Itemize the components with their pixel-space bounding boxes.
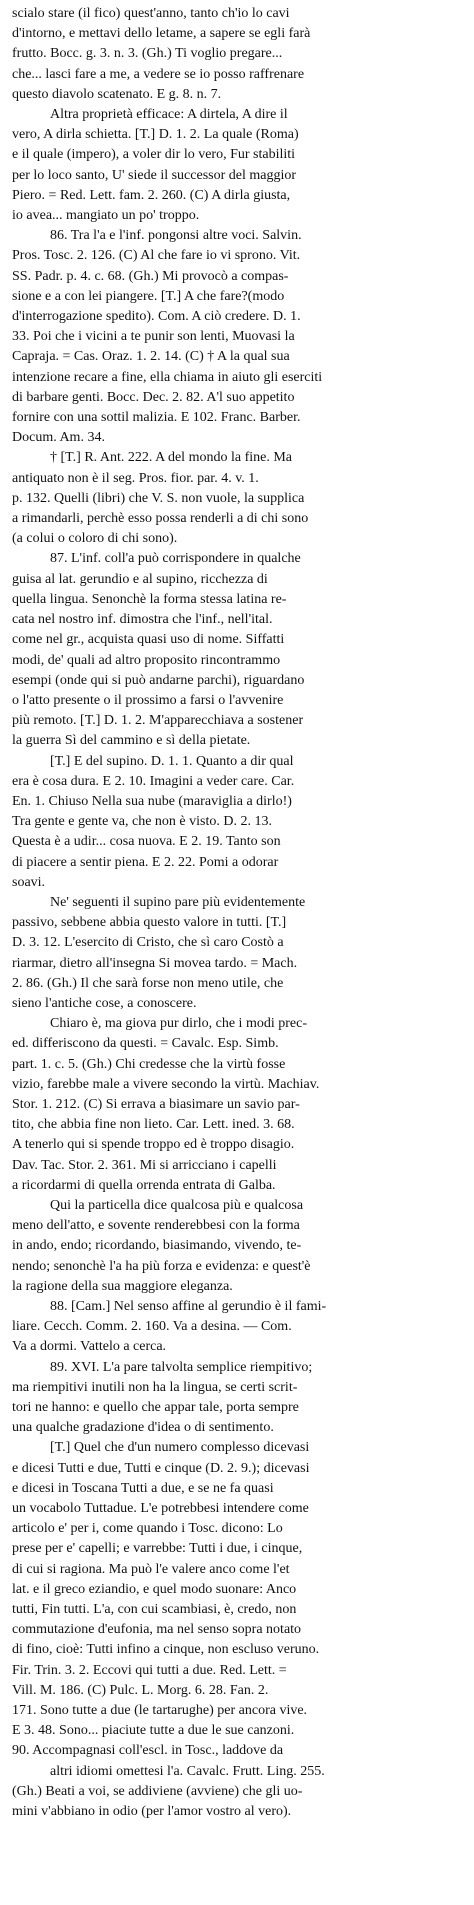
text-line: meno dell'atto, e sovente renderebbesi con la forma bbox=[12, 1218, 300, 1234]
text-line: era è cosa dura. E 2. 10. Imagini a veder care. Car. bbox=[12, 773, 295, 789]
text-line: e il quale (impero), a voler dir lo vero, Fur stabiliti bbox=[12, 147, 296, 163]
text-line: passivo, sebbene abbia questo valore in tutti. [T.] bbox=[12, 915, 287, 931]
text-line: sione e a con lei piangere. [T.] A che fare?(modo bbox=[12, 288, 285, 304]
text-line: frutto. Bocc. g. 3. n. 3. (Gh.) Ti voglio pregare... bbox=[12, 46, 283, 62]
text-line: † [T.] R. Ant. 222. A del mondo la fine. Ma bbox=[50, 450, 292, 466]
text-line: [T.] E del supino. D. 1. 1. Quanto a dir qual bbox=[50, 753, 294, 769]
text-line: 87. L'inf. coll'a può corrispondere in qualche bbox=[50, 551, 301, 567]
text-line: Chiaro è, ma giova pur dirlo, che i modi prec- bbox=[50, 1016, 307, 1032]
text-line: modi, de' quali ad altro proposito rincontrammo bbox=[12, 652, 281, 668]
text-line: Stor. 1. 212. (C) Si errava a biasimare un savio par- bbox=[12, 1096, 300, 1112]
text-line: 86. Tra l'a e l'inf. pongonsi altre voci. Salvin. bbox=[50, 228, 302, 244]
text-line: Tra gente e gente va, che non è visto. D. 2. 13. bbox=[12, 814, 272, 830]
text-line: di fino, cioè: Tutti infino a cinque, non escluso veruno. bbox=[12, 1642, 320, 1658]
text-line: Questa è a udir... cosa nuova. E 2. 19. Tanto son bbox=[12, 834, 281, 850]
text-line: prese per e' capelli; e varrebbe: Tutti i due, i cinque, bbox=[12, 1541, 303, 1557]
text-line: a ricordarmi di quella orrenda entrata di Galba. bbox=[12, 1177, 276, 1193]
text-line: per lo loco santo, U' siede il successor del maggior bbox=[12, 167, 297, 183]
text-line: articolo e' per i, come quando i Tosc. dicono: Lo bbox=[12, 1521, 283, 1537]
text-line: part. 1. c. 5. (Gh.) Chi credesse che la virtù fosse bbox=[12, 1056, 286, 1072]
text-line: e dicesi Tutti e due, Tutti e cinque (D. 2. 9.); dicevasi bbox=[12, 1460, 310, 1476]
text-line: di barbare genti. Bocc. Dec. 2. 82. A'l suo appetito bbox=[12, 389, 295, 405]
text-line: Piero. = Red. Lett. fam. 2. 260. (C) A dirla giusta, bbox=[12, 187, 291, 203]
text-line: come nel gr., acquista quasi uso di nome. Siffatti bbox=[12, 632, 285, 648]
text-line: Qui la particella dice qualcosa più e qualcosa bbox=[50, 1197, 304, 1213]
text-line: una qualche gradazione d'idea o di sentimento. bbox=[12, 1420, 274, 1436]
text-line: più remoto. [T.] D. 1. 2. M'apparecchiava a sostener bbox=[12, 713, 304, 729]
text-line: commutazione d'eufonia, ma nel senso sopra notato bbox=[12, 1622, 302, 1638]
text-line: d'intorno, e mettavi dello letame, a sapere se egli farà bbox=[12, 26, 311, 42]
text-line: intenzione recare a fine, ella chiama in aiuto gli eserciti bbox=[12, 369, 323, 385]
text-line: altri idiomi omettesi l'a. Cavalc. Frutt. Ling. 255. bbox=[50, 1763, 325, 1779]
text-line: la ragione della sua maggiore eleganza. bbox=[12, 1278, 233, 1294]
text-line: tito, che abbia fine non lieto. Car. Lett. ined. 3. 68. bbox=[12, 1117, 295, 1133]
text-line: E 3. 48. Sono... piaciute tutte a due le sue canzoni. bbox=[12, 1723, 295, 1739]
text-line: a rimandarli, perchè esso possa renderli a di chi sono bbox=[12, 511, 309, 527]
text-line: tori ne hanno: e quello che appar tale, porta sempre bbox=[12, 1400, 299, 1416]
text-line: fornire con una sottil malizia. E 102. Franc. Barber. bbox=[12, 410, 301, 426]
text-line: o l'atto presente o il prossimo a farsi o l'avvenire bbox=[12, 692, 284, 708]
text-line: Dav. Tac. Stor. 2. 361. Mi si arricciano i capelli bbox=[12, 1157, 277, 1173]
text-line: 33. Poi che i vicini a te punir son lenti, Muovasi la bbox=[12, 329, 295, 345]
text-line: 88. [Cam.] Nel senso affine al gerundio è il fami- bbox=[50, 1299, 327, 1314]
text-line: En. 1. Chiuso Nella sua nube (maraviglia a dirlo!) bbox=[12, 793, 292, 809]
text-line: scialo stare (il fico) quest'anno, tanto ch'io lo cavi bbox=[12, 6, 290, 21]
text-line: p. 132. Quelli (libri) che V. S. non vuole, la supplica bbox=[12, 490, 305, 506]
text-line: cata nel nostro inf. dimostra che l'inf., nell'ital. bbox=[12, 612, 273, 628]
text-line: Capraja. = Cas. Oraz. 1. 2. 14. (C) † A la qual sua bbox=[12, 349, 290, 365]
text-line: Vill. M. 186. (C) Pulc. L. Morg. 6. 28. Fan. 2. bbox=[12, 1682, 269, 1698]
text-line: tutti, Fin tutti. L'a, con cui scambiasi, è, credo, non bbox=[12, 1602, 297, 1618]
text-line: D. 3. 12. L'esercito di Cristo, che sì caro Costò a bbox=[12, 935, 284, 951]
text-line: nendo; senonchè l'a ha più forza e evidenza: e quest'è bbox=[12, 1258, 311, 1274]
text-line: in ando, endo; ricordando, biasimando, vivendo, te- bbox=[12, 1238, 302, 1254]
text-line: quella lingua. Senonchè la forma stessa latina re- bbox=[12, 591, 287, 607]
text-line: sieno l'antiche cose, a conoscere. bbox=[12, 995, 197, 1011]
text-line: che... lasci fare a me, a vedere se io posso raffrenare bbox=[12, 66, 305, 82]
text-line: (Gh.) Beati a voi, se addiviene (avviene) che gli uo- bbox=[12, 1783, 303, 1799]
text-line: la guerra Sì del cammino e sì della pietate. bbox=[12, 733, 251, 749]
text-line: un vocabolo Tuttadue. L'e potrebbesi intendere come bbox=[12, 1501, 309, 1517]
dictionary-entry-text bbox=[12, 4, 462, 1822]
text-line: antiquato non è il seg. Pros. fior. par. 4. v. 1. bbox=[12, 470, 259, 486]
text-line: lat. e il greco eziandio, e quel modo suonare: Anco bbox=[12, 1581, 297, 1597]
text-line: di cui si ragiona. Ma può l'e valere anco come l'et bbox=[12, 1561, 290, 1577]
text-line: questo diavolo scatenato. E g. 8. n. 7. bbox=[12, 86, 222, 102]
text-line: riarmar, dietro all'insegna Si movea tardo. = Mach. bbox=[12, 955, 298, 971]
text-line: ed. differiscono da questi. = Cavalc. Esp. Simb. bbox=[12, 1036, 279, 1052]
text-line: A tenerlo qui si spende troppo ed è troppo disagio. bbox=[12, 1137, 295, 1153]
text-line: di piacere a sentir piena. E 2. 22. Pomi a odorar bbox=[12, 854, 279, 870]
text-line: 89. XVI. L'a pare talvolta semplice riempitivo; bbox=[50, 1359, 313, 1375]
text-line: mini v'abbiano in odio (per l'amor vostro al vero). bbox=[12, 1804, 292, 1820]
text-line: vizio, farebbe male a vivere secondo la virtù. Machiav. bbox=[12, 1076, 320, 1092]
text-line: esempi (onde qui si può andarne parchi), riguardano bbox=[12, 672, 305, 688]
text-line: io avea... mangiato un po' troppo. bbox=[12, 208, 200, 224]
text-line: Ne' seguenti il supino pare più evidentemente bbox=[50, 894, 306, 910]
text-line: liare. Cecch. Comm. 2. 160. Va a desina. — Com. bbox=[12, 1319, 292, 1335]
text-line: 171. Sono tutte a due (le tartarughe) per ancora vive. bbox=[12, 1703, 308, 1719]
text-line: ma riempitivi inutili non ha la lingua, se certi scrit- bbox=[12, 1379, 298, 1395]
text-line: soavi. bbox=[12, 874, 46, 890]
text-line: (a colui o coloro di chi sono). bbox=[12, 531, 178, 547]
text-line: d'interrogazione spedito). Com. A ciò credere. D. 1. bbox=[12, 309, 301, 325]
text-line: Va a dormi. Vattelo a cerca. bbox=[12, 1339, 167, 1355]
text-line: 90. Accompagnasi coll'escl. in Tosc., laddove da bbox=[12, 1743, 284, 1759]
text-line: Docum. Am. 34. bbox=[12, 430, 105, 446]
text-line: e dicesi in Toscana Tutti a due, e se ne fa quasi bbox=[12, 1480, 274, 1496]
text-line: guisa al lat. gerundio e al supino, ricchezza di bbox=[12, 571, 268, 587]
text-line: SS. Padr. p. 4. c. 68. (Gh.) Mi provocò a compas- bbox=[12, 268, 289, 284]
text-line: Fir. Trin. 3. 2. Eccovi qui tutti a due. Red. Lett. = bbox=[12, 1662, 287, 1678]
text-line: [T.] Quel che d'un numero complesso dicevasi bbox=[50, 1440, 310, 1456]
text-line: Altra proprietà efficace: A dirtela, A dire il bbox=[50, 107, 288, 123]
text-line: Pros. Tosc. 2. 126. (C) Al che fare io vi sprono. Vit. bbox=[12, 248, 301, 264]
text-line: 2. 86. (Gh.) Il che sarà forse non meno utile, che bbox=[12, 975, 284, 991]
text-line: vero, A dirla schietta. [T.] D. 1. 2. La quale (Roma) bbox=[12, 127, 299, 143]
